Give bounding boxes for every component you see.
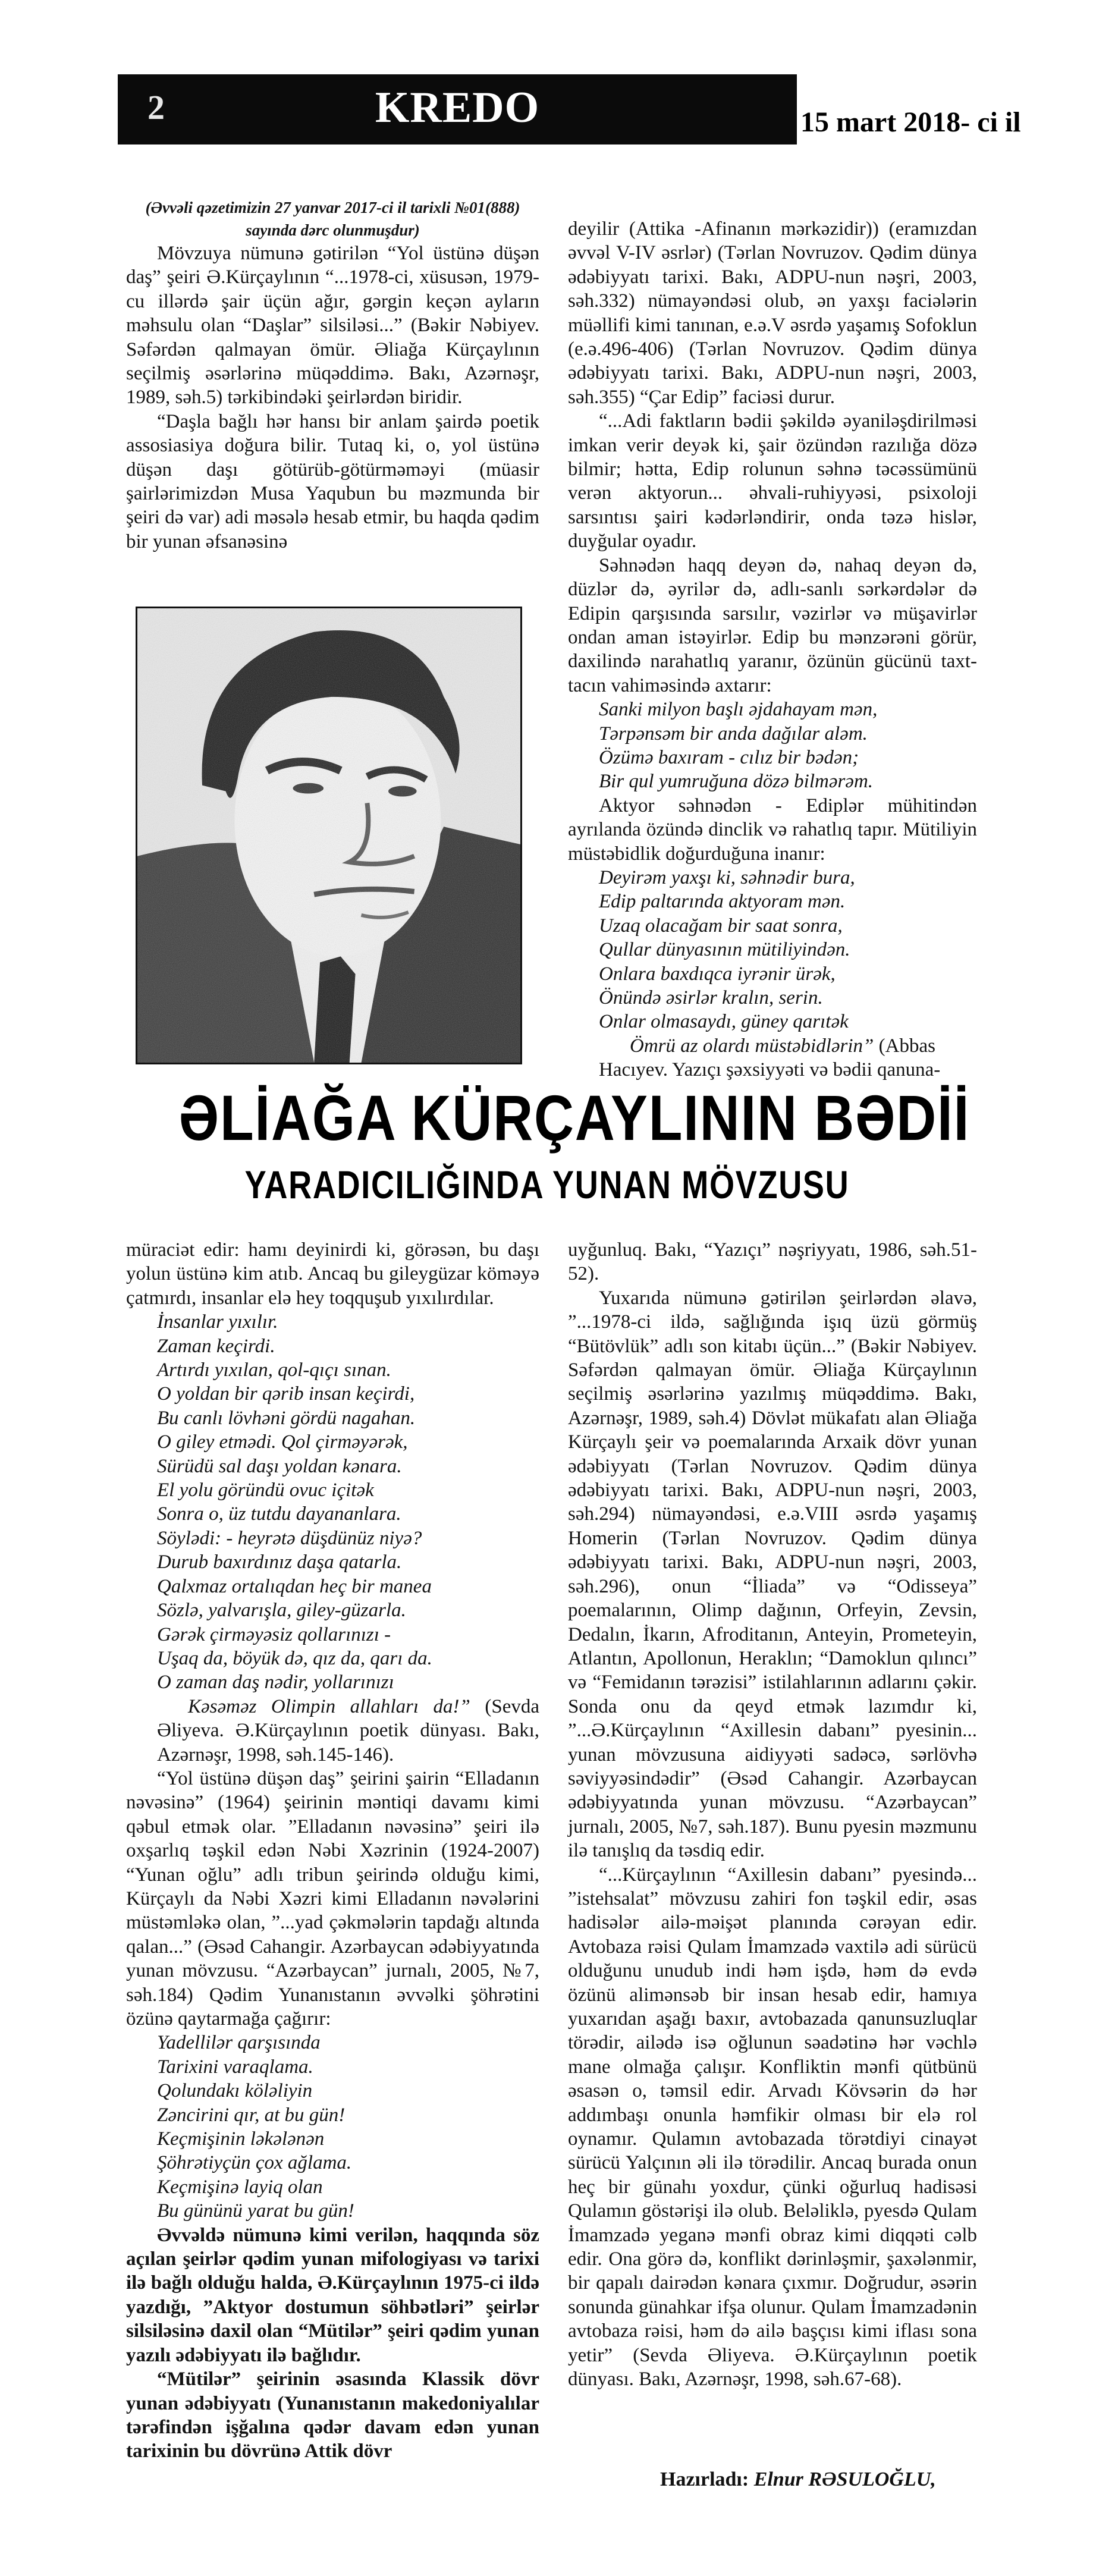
poem-line: El yolu göründü ovuc içitək (157, 1479, 374, 1501)
poem-line: Sürüdü sal daşı yoldan kənara. (157, 1455, 402, 1477)
poem-line: Qalxmaz ortalıqdan heç bir manea (157, 1575, 432, 1597)
poem-line: İnsanlar yıxılır. (157, 1311, 278, 1333)
citation: (Abbas Hacıyev. Yazıçı şəxsiyyəti və bədii qanuna- (599, 1035, 941, 1081)
paragraph: Yuxarıda nümunə gətirilən şeirlərdən əlavə, ”...1978-ci ildə, sağlığında işıq üzü görmüş “Bütövlük” adlı son kitabı üçün...” (Bəkir Nəbiyev. Səfərdən qalmayan ömür. Əliağa Kürçaylının seçilmiş əsərlərinə yazılmış müqəddimə. Bakı, Azərnəşr, 1989, səh.4) Dövlət mükafatı alan Əliağa Kürçaylı şeir və poemalarında Arxaik dövr yunan ədəbiyyatı (Tərlan Novruzov. Qədim dünya ədəbiyyatı tarixi. Bakı, ADPU-nun nəşri, 2003, səh.294) nümayəndəsi, e.ə.VIII əsrdə yaşamış Homerin (Tərlan Novruzov. Qədim dünya ədəbiyyatı tarixi. Bakı, ADPU-nun nəşri, 2003, səh.296), onun “İliada” və “Odisseya” poemalarının, Olimp dağının, Orfeyin, Zevsin, Dedalın, İkarın, Afroditanın, Anteyin, Prometeyin, Atlantın, Apollonun, Heraklın; “Damoklun qılıncı” və “Femidanın tərəzisi” istilahlarının adlarını çəkir. Sonda onu da qeyd etmək lazımdır ki, ”...Ə.Kürçaylının “Axillesin dabanı” pyesinin... yunan mövzusuna aidiyyəti sadəcə, sərlövhə səviyyəsindədir” (Əsəd Cahangir. Azərbaycan ədəbiyyatında yunan mövzusu. “Azərbaycan” jurnalı, 2005, №7, səh.187). Bunu pyesin məzmunu ilə tanışlıq da təsdiq edir. (568, 1287, 977, 1862)
poem-line: Zaman keçirdi. (157, 1335, 275, 1357)
poem-line: Keçmişinin ləkələnən (157, 2128, 325, 2150)
article-headline: ƏLİAĞA KÜRÇAYLININ BƏDİİ (178, 1082, 970, 1154)
poem-line: Artırdı yıxılan, qol-qıçı sınan. (157, 1359, 391, 1381)
editor-note: (Əvvəli qəzetimizin 27 yanvar 2017-ci il tarixli №01(888) sayında dərc olunmuşdur) (145, 199, 520, 239)
poem-line: Zəncirini qır, at bu gün! (157, 2104, 346, 2126)
poem-excerpt (568, 866, 977, 1034)
poem-line: Tarixini varaqlama. (157, 2056, 313, 2078)
paragraph: “...Kürçaylının “Axillesin dabanı” pyesində... ”istehsalat” mövzusu zahiri fon təşkil edir, əsas hadisələr ailə-məişət planında cərəyan edir. Avtobaza rəisi Qulam İmamzadə vaxtilə adi sürücü olduğunu unudub indi həm işdə, həm də evdə özünü alimənsəb bir insan hesab edir, hamıya yuxarıdan aşağı baxır, avtobazada qanunsuzluqlar törədir, ailədə isə oğlunun səadətinə hər vəchlə mane olmağa çalışır. Konfliktin mənfi qütbünü əsasən o, təmsil edir. Arvadı Kövsərin də hər addımbaşı onunla həmfikir olması bir elə rol oynamır. Qulamın avtobazada törətdiyi cinayət sürücü Yalçının əli ilə törədilir. Ancaq burada onun heç bir günahı yoxdur, çünki oğurluq hadisəsi Qulamın göstərişi ilə olub. Beləliklə, pyesdə Qulam İmamzadə yeganə mənfi obraz kimi diqqəti cəlb edir. Ona görə də, konflikt dərinləşmir, şaxələnmir, bir qapalı dairədən kənara çıxmır. Doğrudur, əsərin sonunda günahkar ifşa olunur. Qulam İmamzadənin avtobaza rəisi, həm də ailə başçısı kimi iflası sona yetir” (Sevda Əliyeva. Ə.Kürçaylının poetik dünyası. Bakı, Azərnəşr, 1998, səh.67-68). (568, 1864, 977, 2390)
newspaper-title: KREDO (375, 83, 540, 132)
byline-label: Hazırladı: (660, 2468, 749, 2490)
citation: (Sevda Əliyeva. Ə.Kürçaylının poetik dünyası. Bakı, Azərnəşr, 1998, səh.145-146). (157, 1695, 539, 1765)
poem-line: Qolundakı kölәliyin (157, 2080, 313, 2102)
poem-line: Onlara baxdıqca iyrənir ürək, (599, 963, 836, 985)
paragraph: Səhnədən haqq deyən də, nahaq deyən də, düzlər də, əyrilər də, adlı-sanlı sərkərdələr də Edipin qarşısında sarsılır, vəzirlər və müşavirlər ondan aman istəyirlər. Edip bu mənzərəni görür, daxilində narahatlıq yaranır, özünün gücünü taxt-tacın vahiməsində axtarır: (568, 554, 977, 696)
poem-line: Şöhrətiyçün çox ağlama. (157, 2152, 352, 2174)
poem-line: Bu gününü yarat bu gün! (157, 2200, 354, 2222)
poem-line: Onlar olmasaydı, güney qarıtək (599, 1011, 849, 1033)
paragraph: “Mütilər” şeirinin əsasında Klassik dövr yunan ədəbiyyatı (Yunanıstanın makedoniyalılar tərəfindən işğalına qədər davam edən yunan tarixinin bu dövrünə Attik dövr (126, 2368, 539, 2462)
page-number: 2 (147, 88, 165, 127)
paragraph: “Daşla bağlı hər hansı bir anlam şairdə poetik assosiasiya doğura bilir. Tutaq ki, o, yol üstünə düşən daşı götürüb-götürməməyi (müasir şairlərimizdən Musa Yaqubun bu məzmunda bir şeiri də var) adi məsələ hesab etmir, bu haqda qədim bir yunan əfsanəsinə (126, 410, 539, 552)
poem-line: Önündə əsirlər kralın, serin. (599, 987, 823, 1009)
paragraph: uyğunluq. Bakı, “Yazıçı” nəşriyyatı, 1986, səh.51-52). (568, 1239, 977, 1285)
paragraph: Aktyor səhnədən - Ediplər mühitindən ayrılanda özündə dinclik və rahatlıq tapır. Mütiliyin müstəbidlik doğurduğuna inanır: (568, 794, 977, 865)
article-column-bottom-left (126, 1238, 539, 2464)
poem-closing-line (568, 1034, 977, 1082)
poem-line: Keçmişinə layiq olan (157, 2176, 323, 2198)
masthead-bar (118, 74, 797, 144)
author-portrait-photo (136, 607, 522, 1064)
poem-excerpt (126, 2031, 539, 2223)
poem-line: Sonra o, üz tutdu dayananlara. (157, 1503, 401, 1525)
paragraph: “Yol üstünə düşən daş” şeirini şairin “Elladanın nəvəsinə” (1964) şeirinin məntiqi davamı kimi qəbul etmək olar. ”Elladanın nəvəsinə” şeiri ilə oxşarlıq təşkil edən Nəbi Xəzrinin (1924-2007) “Yunan oğlu” adlı tribun şeirində olduğu kimi, Kürçaylı da Nəbi Xəzri kimi Elladanın nəvələrini müstəmləkə olan, ”...yad çəkmələrin tapdağı altında qalan...” (Əsəd Cahangir. Azərbaycan ədəbiyyatında yunan mövzusu. “Azərbaycan” jurnalı, 2005, №7, səh.184) Qədim Yunanıstanın əvvəlki şöhrətini özünə qaytarmağa çağırır: (126, 1767, 539, 2030)
paragraph: müraciət edir: hamı deyinirdi ki, görəsən, bu daşı yolun üstünə kim atıb. Ancaq bu gileygüzar köməyə çatmırdı, insanlar elə hey toqquşub yıxılırdılar. (126, 1239, 539, 1309)
poem-line: Söylədi: - heyrətə düşdünüz niyə? (157, 1527, 422, 1549)
poem-excerpt (568, 698, 977, 794)
poem-line: Durub baxırdınız daşa qatarla. (157, 1551, 402, 1573)
article-subheadline: YARADICILIĞINDA YUNAN MÖVZUSU (244, 1163, 850, 1207)
issue-date: 15 mart 2018- ci il (800, 106, 1021, 138)
byline-name: Elnur RƏSULOĞLU, (753, 2468, 936, 2490)
poem-line: Yadellilər qarşısında (157, 2032, 321, 2054)
poem-line: Gərək çirməyəsiz qollarınızı - (157, 1623, 391, 1645)
poem-line: Bu canlı lövhəni gördü nagahan. (157, 1407, 416, 1429)
poem-line: Deyirəm yaxşı ki, səhnədir bura, (599, 866, 855, 888)
paragraph: Əvvəldə nümunə kimi verilən, haqqında söz açılan şeirlər qədim yunan mifologiyası və tarixi ilə bağlı olduğu halda, Ə.Kürçaylının 1975-ci ildə yazdığı, ”Aktyor dostumun söhbətləri” şeirlər silsiləsinə daxil olan “Mütilər” şeiri qədim yunan yazılı ədəbiyyatı ilə bağlıdır. (126, 2224, 539, 2366)
paragraph: deyilir (Attika -Afinanın mərkəzidir)) (eramızdan əvvəl V-IV əsrlər) (Tərlan Novruzov. Qədim dünya ədəbiyyatı tarixi. Bakı, ADPU-nun nəşri, 2003, səh.332) nümayəndəsi olub, ən yaxşı faciələrin müəllifi kimi tanınan, e.ə.V əsrdə yaşamış Sofoklun (e.ə.496-406) (Tərlan Novruzov. Qədim dünya ədəbiyyatı tarixi. Bakı, ADPU-nun nəşri, 2003, səh.355) “Çar Edip” faciəsi durur. (568, 218, 977, 408)
author-byline (660, 2468, 936, 2492)
poem-line: O yoldan bir qərib insan keçirdi, (157, 1383, 415, 1405)
poem-line: Tərpənsəm bir anda dağılar aləm. (599, 722, 868, 744)
poem-line: Qullar dünyasının mütiliyindən. (599, 939, 850, 961)
poem-line: Özümə baxıram - cılız bir bədən; (599, 746, 859, 768)
poem-line: Edip paltarında aktyoram mən. (599, 891, 846, 913)
paragraph: Mövzuya nümunə gətirilən “Yol üstünə düşən daş” şeiri Ə.Kürçaylının “...1978-ci, xüsusən, 1979-cu illərdə şair üçün ağır, gərgin keçən ayların məhsulu olan “Daşlar” silsiləsi...” (Bəkir Nəbiyev. Səfərdən qalmayan ömür. Əliağa Kürçaylının seçilmiş əsərlərinə müqəddimə. Bakı, Azərnəşr, 1989, səh.5) tərkibindəki şeirlərdən biridir. (126, 243, 539, 409)
poem-line: Ömrü az olardı müstəbidlərin” (630, 1035, 874, 1057)
poem-excerpt (126, 1310, 539, 1695)
poem-line: Sanki milyon başlı əjdahayam mən, (599, 699, 878, 721)
article-column-bottom-right (568, 1238, 977, 2392)
poem-line: Bir qul yumruğuna dözə bilmərəm. (599, 771, 874, 793)
poem-line: O giley etmədi. Qol çirməyərək, (157, 1431, 408, 1453)
portrait-photo-icon (137, 608, 520, 1063)
poem-line: Uzaq olacağam bir saat sonra, (599, 915, 843, 937)
poem-line: Sözlə, yalvarışla, giley-güzarla. (157, 1600, 406, 1622)
poem-line: Kəsəməz Olimpin allahları da!” (188, 1695, 470, 1717)
article-column-top-left (126, 199, 539, 554)
article-column-top-right (568, 217, 977, 1082)
poem-line: O zaman daş nədir, yollarınızı (157, 1672, 394, 1694)
poem-closing-line (126, 1695, 539, 1767)
paragraph: “...Adi faktların bədii şəkildə əyaniləşdirilməsi imkan verir deyək ki, şair özündən razılığa dözə bilmir; hətta, Edip rolunun səhnə təcəssümünü verən aktyorun... əhvali-ruhiyyəsi, psixoloji sarsıntısı şairi kədərləndirir, onda təzə hislər, duyğular oyadır. (568, 410, 977, 552)
poem-line: Uşaq da, böyük də, qız da, qarı da. (157, 1647, 432, 1669)
